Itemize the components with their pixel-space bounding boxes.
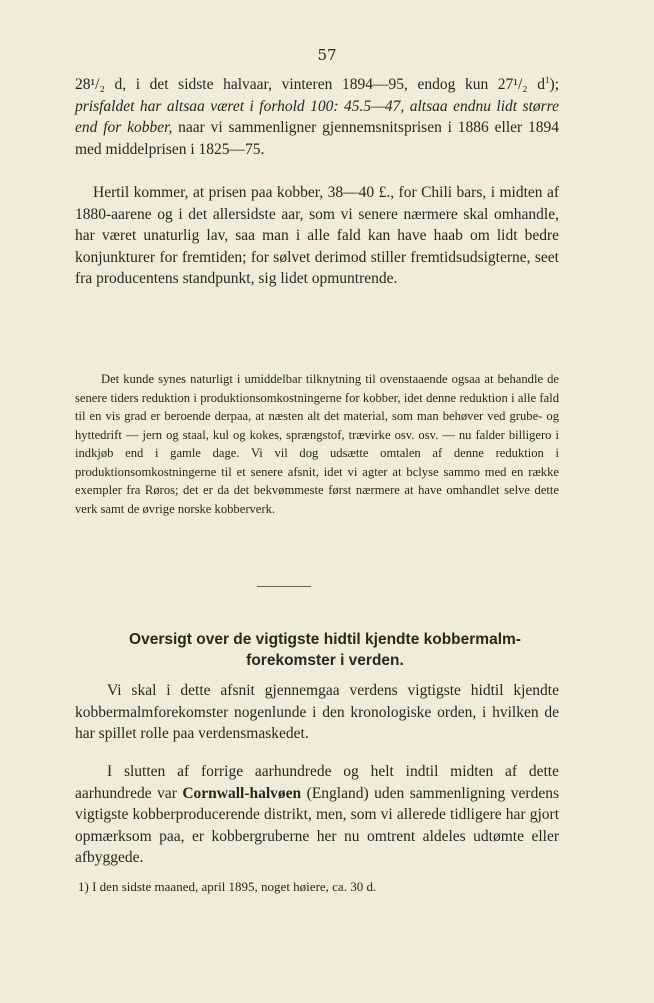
footnote-marker: 1)	[78, 879, 89, 894]
paragraph-copper-price: Hertil kommer, at prisen paa kobber, 38—40 £., for Chili bars, i midten af 1880-aarene og i det allersidste aar, som vi senere nærmere skal omhandle, har været unaturlig lav, saa man i alle fald kan have haab om lidt bedre konjunkturer for fremtiden; for sølvet derimod stiller fremtidsudsigterne, seet fra producentens standpunkt, sig lidet opmuntrende.	[75, 184, 559, 287]
paragraph4-text-b: (England) uden sammenligning verdens vigtigste kobberproducerende distrikt, men, som vi allerede tidligere har gjort opmærksom paa, er kobbergruberne her nu omtrent aldeles udtømte eller afbyggede.	[75, 784, 559, 866]
paragraph1-text-a: 28¹/₂ d, i det sidste halvaar, vinteren 1894—95, endog kun 27¹/₂ d	[75, 76, 546, 93]
paragraph-price-comparison	[75, 74, 559, 160]
footnote-text: I den sidste maaned, april 1895, noget høiere, ca. 30 d.	[88, 879, 377, 894]
paragraph1-italic: prisfaldet har altsaa været i forhold 100: 45.5—47, altsaa endnu lidt større end for kobber,	[75, 97, 559, 136]
paragraph-cornwall	[75, 761, 559, 869]
paragraph-intro: Vi skal i dette afsnit gjennemgaa verdens vigtigste hidtil kjendte kobbermalmforekomster nogenlunde i den kronologiske orden, i hvilken de har spillet rolle paa verdensmaskedet.	[75, 682, 559, 742]
page-number: 57	[317, 46, 337, 64]
paragraph1-text-b: );	[549, 76, 559, 93]
cornwall-bold: Cornwall-halvøen	[182, 784, 302, 802]
footnote-reference: 1	[545, 74, 550, 85]
small-print-note: Det kunde synes naturligt i umiddelbar tilknytning til ovenstaaende ogsaa at behandle de senere tiders reduktion i produktionsomkostningerne for kobber, idet denne reduktion i alle fald til en vis grad er beroende derpaa, at næsten alt det material, som man behøver ved grube- og hyttedrift — jern og staal, kul og kokes, sprængstof, trævirke osv. osv. — nu falder billigero i indkjøb end i gamle dage. Vi vil dog udsætte omtalen af denne reduktion i produktionsomkostningerne til et senere afsnit, idet vi agter at bclyse sammo med en række exempler fra Røros; det er da det bekvømmeste først nærmere at have omhandlet selve dette verk samt de øvrige norske kobberverk.	[75, 372, 559, 516]
footnote	[78, 878, 558, 896]
section-heading: Oversigt over de vigtigste hidtil kjendte kobbermalm-forekomster i verden.	[129, 631, 521, 669]
paragraph1-text-c: naar vi sammenligner gjennemsnitsprisen i 1886 eller 1894 med middelprisen i 1825—75.	[75, 119, 559, 158]
section-divider	[257, 586, 311, 587]
paragraph4-text-a: I slutten af forrige aarhundrede og helt indtil midten af dette aarhundrede var	[75, 763, 559, 802]
